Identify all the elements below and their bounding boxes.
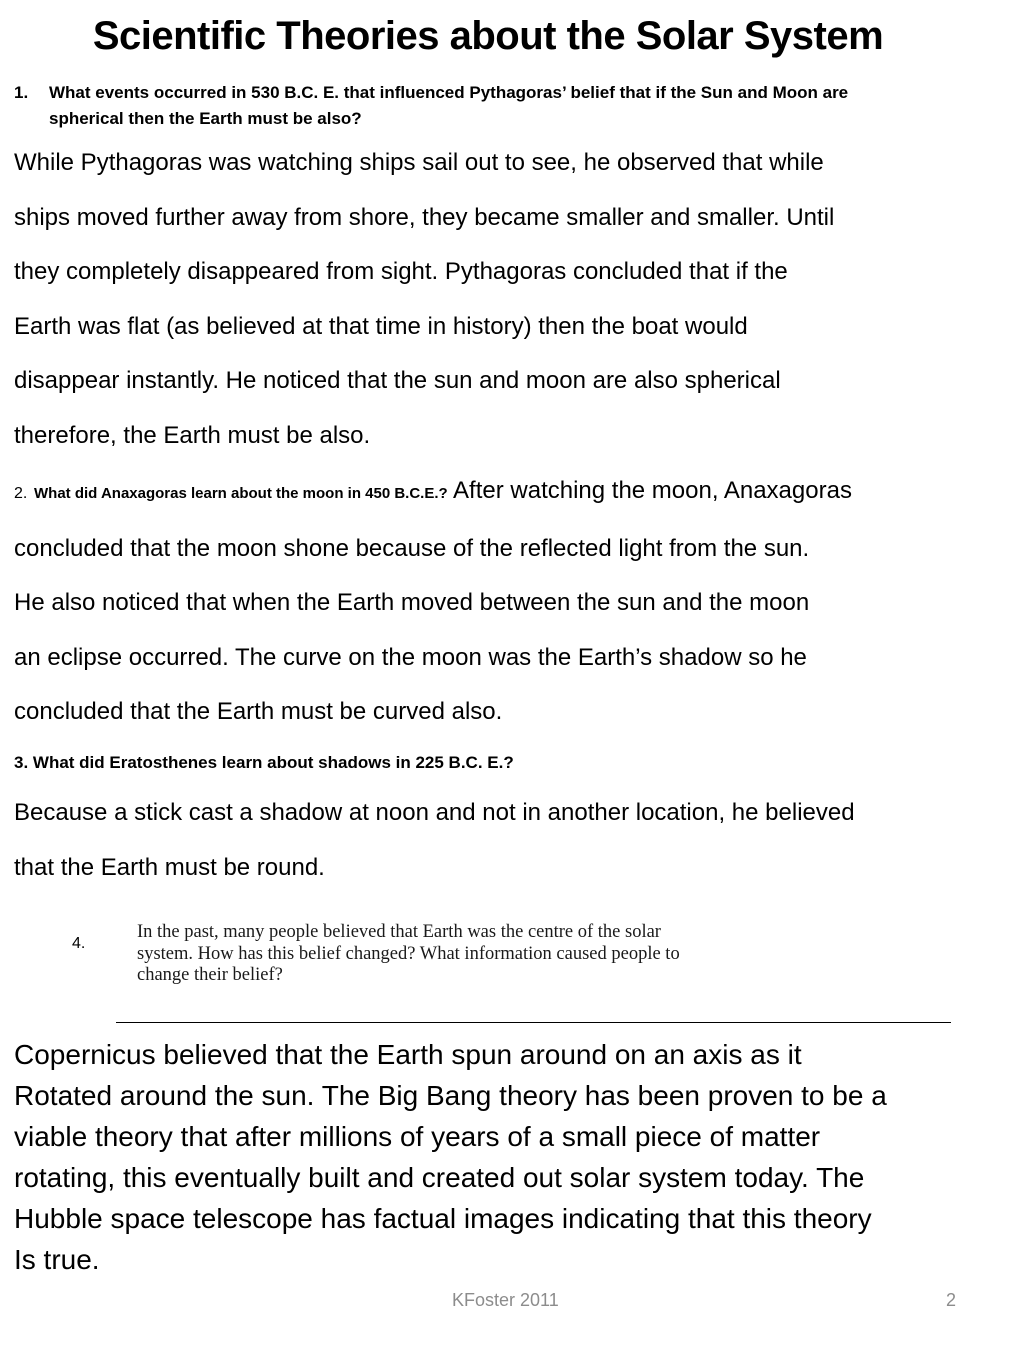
answer-1-line: they completely disappeared from sight. Pythagoras concluded that if the [14,258,788,286]
question-2-block [14,464,1004,740]
answer-2-line: He also noticed that when the Earth moved between the sun and the moon [14,589,810,617]
question-1 [14,80,1004,132]
answer-4-line: Copernicus believed that the Earth spun around on an axis as it [14,1039,802,1070]
question-1-number: 1. [14,83,29,102]
question-2-number: 2. [14,485,28,502]
answer-2-first: After watching the moon, Anaxagoras [453,477,852,504]
answer-underline [116,1022,951,1023]
answer-1-line: ships moved further away from shore, they became smaller and smaller. Until [14,203,835,231]
answer-2-line: concluded that the moon shone because of the reflected light from the sun. [14,534,810,562]
answer-2-line: concluded that the Earth must be curved also. [14,698,503,726]
answer-1-line: Earth was flat (as believed at that time in history) then the boat would [14,312,748,340]
answer-4-line: Rotated around the sun. The Big Bang theory has been proven to be a [14,1080,887,1111]
answer-4 [14,1034,1004,1280]
question-4-line: In the past, many people believed that Earth was the centre of the solar [137,922,661,942]
question-4-line: change their belief? [137,965,283,985]
question-1-line: spherical then the Earth must be also? [49,109,362,128]
page-title: Scientific Theories about the Solar System [92,14,884,58]
answer-3-line: Because a stick cast a shadow at noon and not in another location, he believed [14,799,855,826]
answer-4-line: Hubble space telescope has factual images indicating that this theory [14,1203,872,1234]
question-4-line: system. How has this belief changed? What information caused people to [137,943,680,964]
answer-1-line: disappear instantly. He noticed that the sun and moon are also spherical [14,367,781,395]
answer-4-line: viable theory that after millions of years of a small piece of matter [14,1121,821,1152]
question-2-first-line [14,464,1004,522]
question-4-number: 4. [72,935,86,952]
question-4-text [137,922,957,987]
question-3-text: 3. What did Eratosthenes learn about shadows in 225 B.C. E.? [14,753,514,772]
question-1-line: What events occurred in 530 B.C. E. that influenced Pythagoras’ belief that if the Sun and Moon are [49,83,849,102]
answer-3 [14,786,1004,895]
answer-3-line: that the Earth must be round. [14,853,325,881]
answer-1 [14,136,1004,464]
answer-4-line: rotating, this eventually built and created out solar system today. The [14,1162,865,1193]
answer-2-line: an eclipse occurred. The curve on the moon was the Earth’s shadow so he [14,643,807,671]
footer-author: KFoster 2011 [452,1290,559,1310]
answer-1-line: While Pythagoras was watching ships sail out to see, he observed that while [14,149,824,176]
page-number: 2 [946,1290,957,1310]
question-1-text [14,80,1004,132]
question-2-text: What did Anaxagoras learn about the moon in 450 B.C.E.? [34,485,448,502]
answer-1-line: therefore, the Earth must be also. [14,421,371,449]
answer-4-line: Is true. [14,1244,100,1275]
